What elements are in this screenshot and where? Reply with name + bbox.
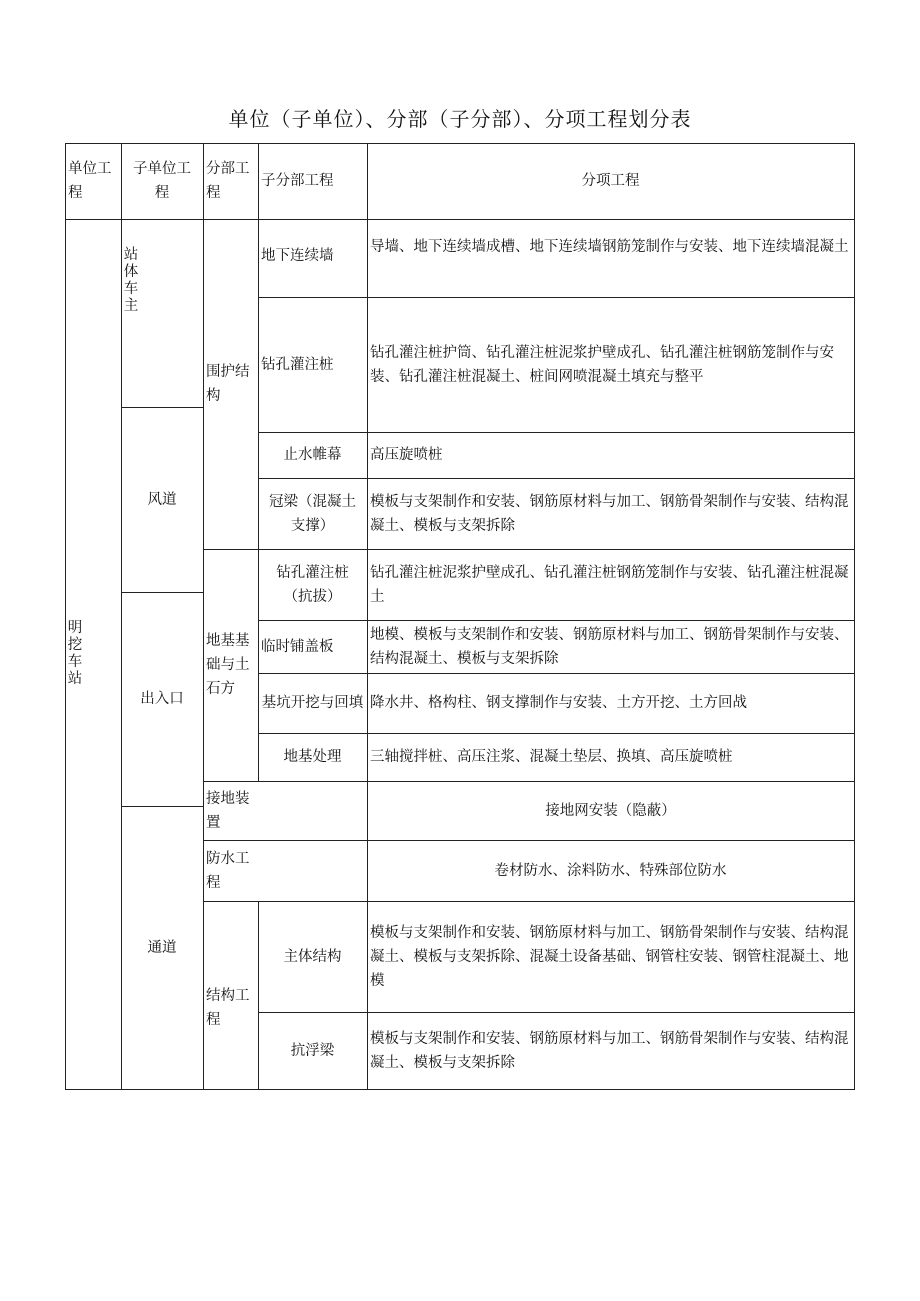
subdivision-cell: 地基处理 <box>283 749 342 765</box>
subunit-entrance: 出入口 <box>140 691 184 707</box>
unit-name: 明挖车站 <box>67 620 83 687</box>
item-cell: 钻孔灌注桩护筒、钻孔灌注桩泥浆护壁成孔、钻孔灌注桩钢筋笼制作与安装、钻孔灌注桩混凝土、桩间网喷混凝土填充与整平 <box>370 344 834 385</box>
item-cell: 高压旋喷桩 <box>370 447 443 463</box>
item-cell: 降水井、格构柱、钢支撑制作与安装、土方开挖、土方回战 <box>370 695 747 711</box>
subdivision-cell: 抗浮梁 <box>290 1042 335 1059</box>
header-subdivision: 子分部工程 <box>261 173 334 189</box>
subdivision-cell: 主体结构 <box>283 948 342 965</box>
division-table <box>65 143 855 1090</box>
subdivision-cell: 地下连续墙 <box>261 248 334 264</box>
item-cell: 三轴搅拌桩、高压注浆、混凝土垫层、换填、高压旋喷桩 <box>370 749 733 765</box>
subdivision-cell: 冠梁（混凝土支撑） <box>269 493 356 534</box>
subdivision-cell: 钻孔灌注桩 <box>261 356 334 373</box>
item-cell: 模板与支架制作和安装、钢筋原材料与加工、钢筋骨架制作与安装、结构混凝土、模板与支架拆除 <box>370 1031 849 1071</box>
item-cell: 接地网安装（隐蔽） <box>545 802 676 819</box>
division-grounding: 接地装置 <box>206 790 250 831</box>
header-item: 分项工程 <box>581 173 640 189</box>
subdivision-cell: 止水帷幕 <box>283 447 342 463</box>
item-cell: 模板与支架制作和安装、钢筋原材料与加工、钢筋骨架制作与安装、结构混凝土、模板与支架拆除、混凝土设备基础、钢管柱安装、钢管柱混凝土、地模 <box>370 924 849 989</box>
header-subunit: 子单位工程 <box>133 161 191 201</box>
subdivision-cell: 钻孔灌注桩（抗拔） <box>276 564 349 605</box>
subunit-passage: 通道 <box>147 939 177 956</box>
item-cell: 模板与支架制作和安装、钢筋原材料与加工、钢筋骨架制作与安装、结构混凝土、模板与支架拆除 <box>370 493 849 534</box>
item-cell: 钻孔灌注桩泥浆护壁成孔、钻孔灌注桩钢筋笼制作与安装、钻孔灌注桩混凝土 <box>370 564 849 605</box>
item-cell: 导墙、地下连续墙成槽、地下连续墙钢筋笼制作与安装、地下连续墙混凝土 <box>370 239 849 255</box>
page-title: 单位（子单位）、分部（子分部）、分项工程划分表 <box>228 107 692 131</box>
division-foundation: 地基基础与土石方 <box>206 633 250 697</box>
header-division: 分部工程 <box>206 161 250 201</box>
division-structure: 结构工程 <box>206 988 250 1028</box>
division-waterproof: 防水工程 <box>206 850 250 891</box>
division-enclosure: 围护结构 <box>206 364 250 404</box>
subdivision-cell: 基坑开挖与回填 <box>261 695 364 711</box>
item-cell: 地模、模板与支架制作和安装、钢筋原材料与加工、钢筋骨架制作与安装、结构混凝土、模板与支架拆除 <box>370 626 849 667</box>
subunit-air-duct: 风道 <box>147 491 177 508</box>
subdivision-cell: 临时铺盖板 <box>261 638 334 655</box>
item-cell: 卷材防水、涂料防水、特殊部位防水 <box>494 862 727 879</box>
subunit-station-body: 站体车主 <box>123 247 139 314</box>
header-unit: 单位工程 <box>68 161 112 201</box>
